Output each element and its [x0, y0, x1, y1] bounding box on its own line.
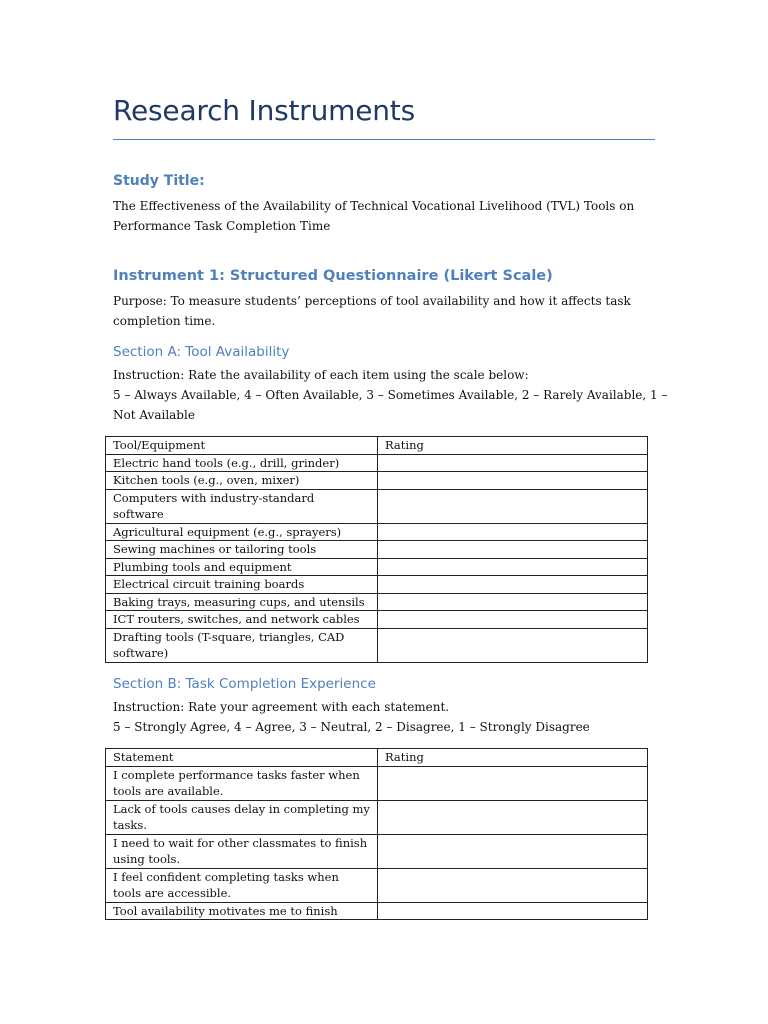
item-cell: [106, 593, 378, 611]
table-row: [106, 868, 648, 902]
item-cell: [106, 800, 378, 834]
item-cell: [106, 454, 378, 472]
rating-cell[interactable]: [378, 593, 648, 611]
tool-availability-table: [105, 436, 648, 663]
item-text: tools are available.: [113, 784, 224, 798]
table-header-row: [106, 749, 648, 767]
rating-cell[interactable]: [378, 472, 648, 490]
item-cell: [106, 558, 378, 576]
instruction-line: Instruction: Rate your agreement with each statement.: [113, 700, 450, 714]
item-cell: [106, 766, 378, 800]
page-title: Research Instruments: [113, 94, 415, 127]
study-title-heading: Study Title:: [113, 173, 205, 189]
table-row: [106, 800, 648, 834]
item-cell: [106, 472, 378, 490]
item-text: Tool availability motivates me to finish: [113, 903, 338, 918]
rating-cell[interactable]: [378, 834, 648, 868]
table-header-row: [106, 437, 648, 455]
task-completion-table: [105, 748, 648, 920]
item-cell: [106, 489, 378, 523]
rating-cell[interactable]: [378, 628, 648, 662]
item-text: Sewing machines or tailoring tools: [113, 542, 317, 556]
column-header-item: Statement: [106, 749, 378, 767]
rating-cell[interactable]: [378, 902, 648, 920]
rating-cell[interactable]: [378, 541, 648, 559]
table-row: [106, 454, 648, 472]
rating-cell[interactable]: [378, 489, 648, 523]
column-header-rating: Rating: [378, 437, 648, 455]
table-row: [106, 593, 648, 611]
table-row: [106, 576, 648, 594]
purpose-text: [113, 291, 655, 331]
item-text: I need to wait for other classmates to finish: [113, 835, 368, 850]
study-title-text: [113, 196, 655, 236]
item-text: Agricultural equipment (e.g., sprayers): [113, 524, 342, 539]
table-row: [106, 611, 648, 629]
rating-cell[interactable]: [378, 558, 648, 576]
study-title-line: The Effectiveness of the Availability of Technical Vocational Livelihood (TVL) Tools on: [113, 199, 635, 213]
item-cell: [106, 868, 378, 902]
item-text: Baking trays, measuring cups, and utensils: [113, 594, 365, 609]
section-a-heading: Section A: Tool Availability: [113, 344, 290, 360]
item-text: I complete performance tasks faster when: [113, 767, 360, 782]
item-text: Electric hand tools (e.g., drill, grinder): [113, 455, 340, 470]
item-text: software: [113, 507, 164, 521]
item-cell: [106, 611, 378, 629]
item-text: Electrical circuit training boards: [113, 577, 305, 591]
item-text: tasks.: [113, 818, 147, 832]
rating-cell[interactable]: [378, 611, 648, 629]
item-cell: [106, 576, 378, 594]
column-header-rating: Rating: [378, 749, 648, 767]
item-text: Drafting tools (T-square, triangles, CAD: [113, 629, 345, 644]
item-cell: [106, 628, 378, 662]
instrument-1-heading: Instrument 1: Structured Questionnaire (Likert Scale): [113, 268, 553, 284]
section-b-heading: Section B: Task Completion Experience: [113, 676, 376, 692]
item-cell: [106, 902, 378, 920]
column-header-item: Tool/Equipment: [106, 437, 378, 455]
rating-cell[interactable]: [378, 454, 648, 472]
item-text: Kitchen tools (e.g., oven, mixer): [113, 473, 300, 487]
item-cell: [106, 834, 378, 868]
rating-cell[interactable]: [378, 800, 648, 834]
item-text: software): [113, 646, 169, 660]
scale-line: 5 – Strongly Agree, 4 – Agree, 3 – Neutral, 2 – Disagree, 1 – Strongly Disagree: [113, 720, 590, 734]
table-row: [106, 766, 648, 800]
item-cell: [106, 523, 378, 541]
table-row: [106, 472, 648, 490]
table-row: [106, 902, 648, 920]
study-title-line: Performance Task Completion Time: [113, 219, 331, 233]
item-cell: [106, 541, 378, 559]
title-underline: [113, 139, 655, 140]
rating-cell[interactable]: [378, 523, 648, 541]
item-text: ICT routers, switches, and network cables: [113, 612, 360, 626]
item-text: I feel confident completing tasks when: [113, 869, 339, 884]
instruction-line: Instruction: Rate the availability of each item using the scale below:: [113, 368, 529, 382]
rating-cell[interactable]: [378, 868, 648, 902]
item-text: Lack of tools causes delay in completing my: [113, 801, 370, 816]
section-b-instruction: [113, 697, 655, 737]
table-row: [106, 489, 648, 523]
item-text: Plumbing tools and equipment: [113, 559, 292, 574]
scale-line: Not Available: [113, 408, 195, 422]
item-text: Computers with industry-standard: [113, 490, 315, 505]
rating-cell[interactable]: [378, 766, 648, 800]
item-text: tools are accessible.: [113, 886, 232, 900]
item-text: using tools.: [113, 852, 181, 866]
table-row: [106, 541, 648, 559]
section-a-instruction: [113, 365, 668, 425]
rating-cell[interactable]: [378, 576, 648, 594]
table-row: [106, 834, 648, 868]
purpose-line: completion time.: [113, 314, 216, 328]
scale-line: 5 – Always Available, 4 – Often Available, 3 – Sometimes Available, 2 – Rarely Available, 1 –: [113, 388, 668, 402]
table-row: [106, 628, 648, 662]
purpose-line: Purpose: To measure students’ perceptions of tool availability and how it affects task: [113, 294, 631, 308]
table-row: [106, 523, 648, 541]
table-row: [106, 558, 648, 576]
